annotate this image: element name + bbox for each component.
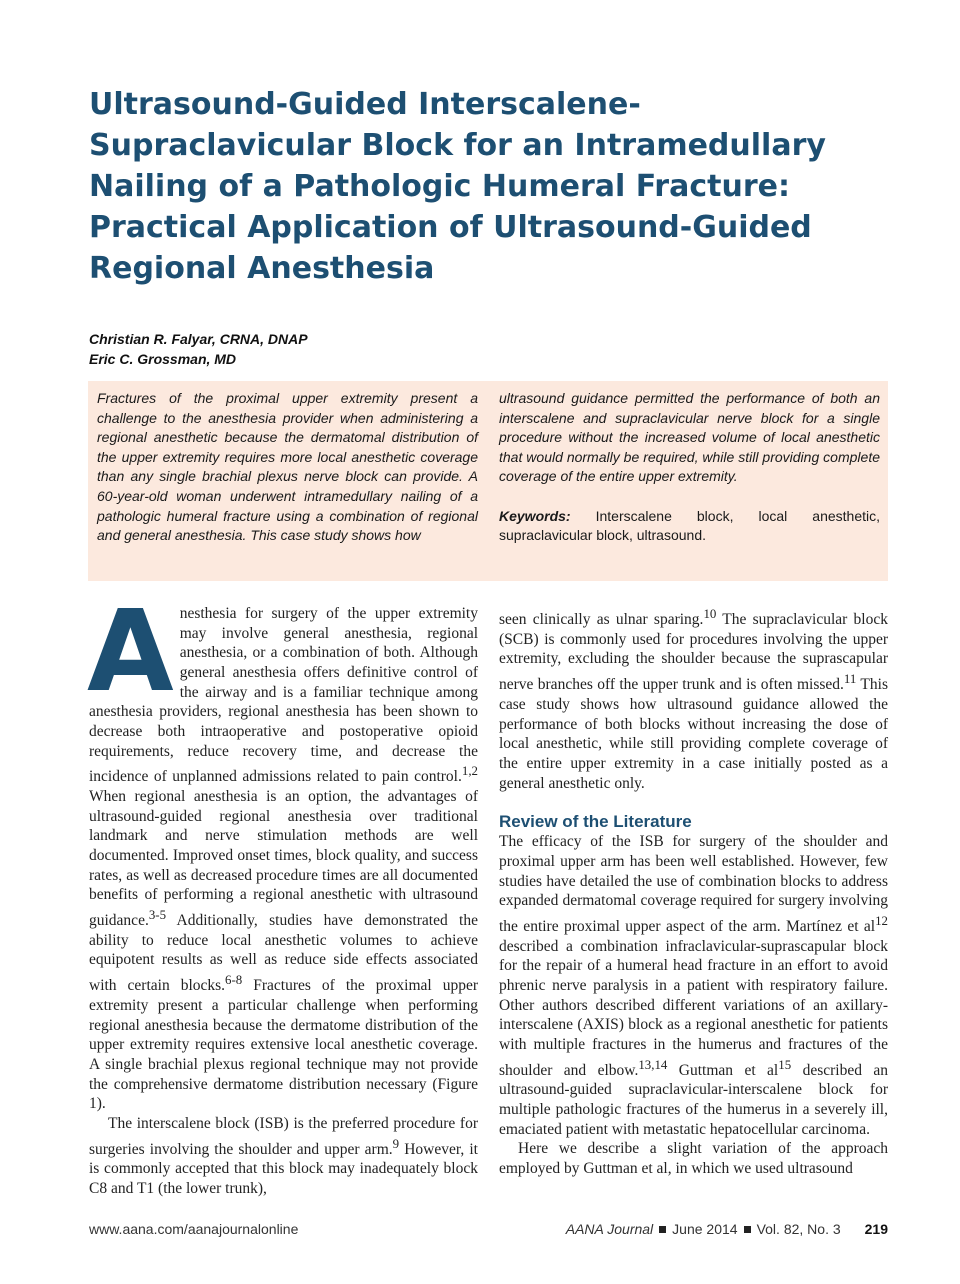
body-column-right: [499, 604, 888, 1179]
citation-ref: 15: [778, 1056, 792, 1072]
bullet-separator-icon: [659, 1226, 666, 1233]
bullet-separator-icon: [744, 1226, 751, 1233]
section-heading: Review of the Literature: [499, 812, 692, 832]
citation-ref: 13,14: [638, 1056, 668, 1072]
body-paragraph: [89, 1114, 478, 1199]
body-text: The interscalene block (ISB) is the preferred procedure for surgeries involving the shoulder and upper arm.: [89, 1114, 478, 1158]
citation-ref: 3-5: [148, 907, 167, 922]
issue-date: June 2014: [672, 1221, 738, 1237]
drop-cap: A: [87, 587, 174, 717]
body-text: Guttman et al: [667, 1061, 779, 1079]
body-text: When regional anesthesia is an option, the advantages of ultrasound-guided regional anesthesia over traditional landmark and nerve stimulation methods are well documented. Improved onset times, block quality, and success rates, as well as decreased procedure times are all documented benefits of performing a regional anesthetic with ultrasound guidance.: [89, 788, 478, 930]
body-text: The efficacy of the ISB for surgery of the shoulder and proximal upper arm has been well established. However, few studies have detailed the use of combination blocks to address expanded dermatomal coverage required for surgery involving the entire proximal upper aspect of the arm. Martínez et al: [499, 833, 888, 935]
citation-ref: 11: [843, 671, 857, 687]
keywords-text: Interscalene block, local anesthetic, supraclavicular block, ultrasound.: [499, 507, 881, 544]
citation-ref: 9: [392, 1135, 400, 1151]
volume-issue: Vol. 82, No. 3: [756, 1221, 841, 1237]
body-text: seen clinically as ulnar sparing.: [499, 611, 704, 629]
citation-ref: 6-8: [225, 972, 243, 988]
footer-url[interactable]: www.aana.com/aanajournalonline: [89, 1221, 299, 1237]
body-text: The supraclavicular block (SCB) is commonly used for procedures involving the upper extremity, excluding the shoulder because the suprascapular nerve branches off the upper trunk and is often missed.: [499, 611, 888, 694]
article-title: Ultrasound-Guided Interscalene-Supraclavicular Block for an Intramedullary Nailing of a Pathologic Humeral Fracture: Practical Application of Ultrasound-Guided Regional Anesthesia: [89, 87, 826, 286]
author-name: Christian R. Falyar, CRNA, DNAP: [89, 331, 308, 347]
body-paragraph: [499, 832, 888, 1139]
abstract-right-column: [499, 389, 880, 546]
keywords-line: [499, 507, 880, 546]
body-text: This case study shows how ultrasound guidance allowed the performance of both blocks without increasing the dose of local anesthetic, while still providing complete coverage of the entire upper extremity in a case initially posted as a general anesthetic only.: [499, 676, 888, 792]
body-text: described an ultrasound-guided supraclavicular-interscalene block for multiple pathologic fractures of the humerus in a severely ill, emaciated patient with metastatic hepatocellular carcinoma.: [499, 1061, 888, 1138]
citation-ref: 1,2: [461, 763, 478, 779]
author-list: [89, 329, 308, 369]
body-text: However, it is commonly accepted that this block may inadequately block C8 and T1 (the lower trunk),: [89, 1140, 478, 1197]
abstract-text-right: ultrasound guidance permitted the performance of both an interscalene and supraclavicular nerve block for a single procedure without the increased volume of local anesthetic that would normally be required, while still providing complete coverage of the entire upper extremity.: [499, 390, 880, 485]
page-number: 219: [864, 1221, 888, 1237]
citation-ref: 12: [875, 912, 888, 928]
body-text: Additionally, studies have demonstrated the ability to reduce local anesthetic volumes to achieve equipotent results as well as reduce side effects associated with certain blocks.: [89, 912, 478, 995]
abstract-text-left: Fractures of the proximal upper extremity present a challenge to the anesthesia provider when administering a regional anesthetic because the dermatomal distribution of the upper extremity requires more local anesthetic coverage than any single brachial plexus nerve block can provide. A 60-year-old woman underwent intramedullary nailing of a pathologic humeral fracture using a combination of regional and general anesthesia. This case study shows how: [97, 390, 478, 544]
body-text: nesthesia for surgery of the upper extremity may involve general anesthesia, regional anesthesia, or a combination of both. Although general anesthesia offers definitive control of the airway and is a familiar technique among anesthesia providers, regional anesthesia has been shown to decrease both intraoperative and postoperative opioid requirements, reduce recovery time, and decrease the incidence of unplanned admissions related to pain control.: [89, 605, 478, 786]
body-text: described a combination infraclavicular-suprascapular block for the repair of a humeral head fracture in an effort to avoid phrenic nerve paralysis in a patient with respiratory failure. Other authors described different variations of an axillary-interscalene (AXIS) block as a regional anesthetic for patients with multiple fractures in the humerus and fractures of the shoulder and elbow.: [499, 937, 888, 1079]
journal-name: AANA Journal: [565, 1221, 654, 1237]
abstract-box: [88, 381, 888, 581]
footer-citation: [566, 1221, 888, 1241]
body-column-left: [87, 587, 478, 1199]
body-text: Fractures of the proximal upper extremity present a particular challenge when performing regional anesthesia because the dermatome distribution of the upper extremity requires extensive local anesthetic coverage. A single brachial plexus regional technique may not provide the comprehensive dermatome distribution necessary (Figure 1).: [89, 977, 478, 1113]
body-paragraph: [87, 587, 478, 1114]
keywords-label: Keywords:: [499, 507, 571, 524]
citation-ref: 10: [703, 606, 717, 621]
body-paragraph: Here we describe a slight variation of the approach employed by Guttman et al, in which we used ultrasound: [499, 1140, 888, 1178]
body-paragraph: [499, 604, 888, 793]
author-name: Eric C. Grossman, MD: [89, 351, 237, 367]
